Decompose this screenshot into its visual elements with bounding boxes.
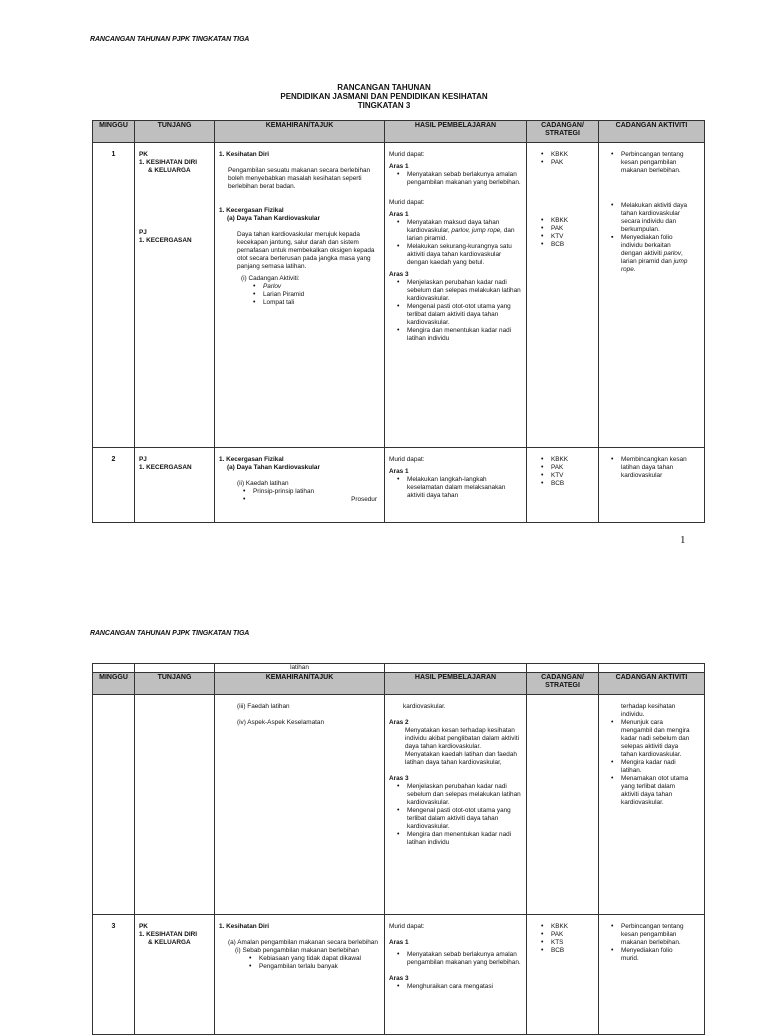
table-row	[93, 915, 705, 1035]
col-tunjang: TUNJANG	[135, 673, 215, 695]
aktiviti-carry: terhadap kesihatan individu.	[621, 703, 676, 718]
tunjang-cell	[135, 448, 215, 523]
strategi-list	[531, 923, 595, 955]
col-hasil: HASIL PEMBELAJARAN	[385, 673, 527, 695]
aras-label: Aras 2	[389, 719, 409, 726]
tunjang-name-cont: & KELUARGA	[148, 167, 191, 174]
col-hasil: HASIL PEMBELAJARAN	[385, 121, 527, 143]
list-item: (iii) Faedah latihan	[237, 703, 290, 710]
list-item: • Menyatakan sebab berlakunya amalan pengambilan makanan yang berlebihan.	[393, 951, 523, 967]
aras-label: Aras 3	[389, 271, 409, 278]
aktiviti-cell	[599, 448, 705, 523]
list-item	[607, 234, 691, 274]
topic-title: 1. Kecergasan Fizikal	[219, 207, 284, 214]
list-item: • Pengambilan terlalu banyak	[245, 963, 367, 971]
hasil-list	[389, 219, 523, 267]
table-row	[93, 143, 705, 448]
list-item: • BCB	[537, 480, 595, 488]
strategi-cell	[527, 448, 599, 523]
strategi-cell	[527, 915, 599, 1035]
list-item: • Mengira kadar nadi latihan.	[607, 759, 691, 775]
kemahiran-cell	[215, 695, 385, 915]
kemahiran-list	[219, 955, 381, 971]
tunjang-code: PJ	[139, 229, 147, 236]
hasil-text: Menyatakan kaedah latihan dan faedah latihan daya tahan kardiovaskular,	[405, 751, 517, 766]
list-item: • Prinsip-prinsip latihan	[239, 488, 381, 496]
title-line-3: TINGKATAN 3	[357, 101, 411, 110]
hasil-intro: Murid dapat:	[389, 151, 425, 158]
hasil-text: Menyatakan kesan terhadap kesihatan individu akibat penglibatan dalam aktiviti daya tahan kardiovaskular.	[405, 727, 520, 750]
list-item: • Menjelaskan perubahan kadar nadi sebelum dan selepas melakukan latihan kardiovaskular.	[393, 783, 523, 807]
text-run: dan larian piramid.	[407, 227, 515, 242]
hasil-list	[389, 476, 523, 500]
plan-table-page2	[92, 663, 705, 1035]
subtopic-label: (a) Amalan pengambilan makanan secara berlebihan	[228, 939, 378, 946]
col-minggu: MINGGU	[93, 121, 135, 143]
list-item: • Kebiasaan yang tidak dapat dikawal	[245, 955, 367, 963]
list-item: (iv) Aspek-Aspek Keselamatan	[237, 719, 325, 726]
list-item: • Melakukan sekurang-kurangnya satu aktiviti daya tahan kardiovaskular dengan kaedah yang betul.	[393, 243, 523, 267]
list-item: • Menyatakan sebab berlakunya amalan pengambilan makanan yang berlebihan.	[393, 171, 523, 187]
list-item: • BCB	[537, 241, 595, 249]
list-item	[239, 496, 381, 504]
list-item: • KTV	[537, 472, 595, 480]
list-item: • Mengenal pasti otot-otot utama yang terlibat dalam aktiviti daya tahan kardiovaskular.	[393, 303, 523, 327]
tunjang-name: 1. KECERGASAN	[139, 464, 192, 471]
hasil-list	[389, 951, 523, 967]
text-run: , larian piramid dan	[621, 250, 683, 265]
aktiviti-cell	[599, 915, 705, 1035]
text-run: Menyediakan folio individu berkaitan dengan aktiviti	[621, 234, 673, 257]
subtopic-label: (i) Cadangan Aktiviti:	[241, 275, 300, 282]
list-item: • Perbincangan tentang kesan pengambilan makanan berlebihan.	[607, 151, 691, 175]
hasil-list	[389, 171, 523, 187]
hasil-cell	[385, 915, 527, 1035]
running-header: RANCANGAN TAHUNAN PJPK TINGKATAN TIGA	[90, 36, 250, 43]
list-item: • KTS	[537, 939, 595, 947]
list-item: • PAK	[537, 225, 595, 233]
aktiviti-cell	[599, 143, 705, 448]
list-item: • KTV	[537, 233, 595, 241]
list-item: • Larian Piramid	[249, 291, 381, 299]
text-run-italic: parlov	[663, 250, 682, 257]
list-item: • Menunjuk cara mengambil dan mengira kadar nadi sebelum dan selepas aktiviti daya tahan kardiovaskular.	[607, 719, 691, 759]
subtopic-label: (ii) Kaedah latihan	[237, 480, 289, 487]
text-run: .	[633, 266, 636, 273]
kemahiran-cell	[215, 915, 385, 1035]
strategi-list	[531, 151, 595, 167]
table-row	[93, 448, 705, 523]
minggu-cell: 3	[93, 915, 135, 1035]
document-title	[0, 83, 768, 110]
col-strategi: CADANGAN/ STRATEGI	[527, 121, 599, 143]
list-item: • Mengira dan menentukan kadar nadi latihan individu	[393, 327, 523, 343]
col-kemahiran: KEMAHIRAN/TAJUK	[215, 673, 385, 695]
col-aktiviti: CADANGAN AKTIVITI	[599, 121, 705, 143]
tunjang-name-cont: & KELUARGA	[148, 939, 191, 946]
list-item: • Menyediakan folio murid.	[607, 947, 691, 963]
col-aktiviti: CADANGAN AKTIVITI	[599, 673, 705, 695]
aras-label: Aras 3	[389, 775, 409, 782]
col-tunjang: TUNJANG	[135, 121, 215, 143]
hasil-cell	[385, 695, 527, 915]
tunjang-code: PJ	[139, 456, 147, 463]
kemahiran-list	[219, 488, 381, 504]
aras-label: Aras 1	[389, 939, 409, 946]
list-item: • Melakukan aktiviti daya tahan kardiovaskular secara individu dan berkumpulan.	[607, 202, 691, 234]
text-run: Menyatakan maksud daya tahan kardiovaskular,	[407, 219, 500, 234]
title-line-2: PENDIDIKAN JASMANI DAN PENDIDIKAN KESIHATAN	[280, 92, 488, 101]
title-line-1: RANCANGAN TAHUNAN	[337, 83, 431, 92]
list-item: • Parlov	[249, 283, 381, 291]
text-run-italic: parlov, jump rope,	[451, 227, 503, 234]
col-strategi: CADANGAN/ STRATEGI	[527, 673, 599, 695]
list-item: • Menghuraikan cara mengatasi	[393, 983, 523, 991]
hasil-carry: kardiovaskular.	[403, 703, 446, 710]
list-item: • BCB	[537, 947, 595, 955]
subtopic-title: (a) Daya Tahan Kardiovaskular	[227, 215, 320, 222]
col-kemahiran: KEMAHIRAN/TAJUK	[215, 121, 385, 143]
kemahiran-cell	[215, 448, 385, 523]
list-item	[393, 219, 523, 243]
hasil-intro: Murid dapat:	[389, 923, 425, 930]
strategi-cell	[527, 143, 599, 448]
topic-title: 1. Kesihatan Diri	[219, 151, 270, 158]
plan-table-page1	[92, 120, 705, 523]
text-run-italic: jump rope	[621, 258, 688, 273]
list-item: • KBKK	[537, 456, 595, 464]
activity-list	[219, 283, 381, 307]
aras-label: Aras 1	[389, 163, 409, 170]
hasil-list	[389, 783, 523, 847]
tunjang-cell	[135, 915, 215, 1035]
page-number: 1	[680, 534, 686, 546]
tunjang-name: 1. KESIHATAN DIRI	[139, 931, 197, 938]
running-header: RANCANGAN TAHUNAN PJPK TINGKATAN TIGA	[90, 630, 250, 637]
list-item: • Melakukan langkah-langkah keselamatan dalam melaksanakan aktiviti daya tahan	[393, 476, 523, 500]
text-run: • Prosedur	[351, 496, 377, 503]
aktiviti-list	[603, 923, 701, 963]
tunjang-code: PK	[139, 151, 148, 158]
carry-text: latihan	[215, 664, 385, 673]
table-row	[93, 695, 705, 915]
list-item: • KBKK	[537, 217, 595, 225]
tunjang-name: 1. KESIHATAN DIRI	[139, 159, 197, 166]
topic-text: Daya tahan kardiovaskular merujuk kepada kecekapan jantung, salur darah dan sistem pernafasan untuk membekalkan oksigen kepada otot secara berterusan pada jangka masa yang panjang semasa latihan.	[237, 231, 375, 270]
aktiviti-cell	[599, 695, 705, 915]
aktiviti-list	[603, 151, 701, 175]
strategi-list	[531, 456, 595, 488]
strategi-list	[531, 217, 595, 249]
list-item: • Perbincangan tentang kesan pengambilan makanan berlebihan.	[607, 923, 691, 947]
subtopic-label: (i) Sebab pengambilan makanan berlebihan	[235, 947, 359, 954]
hasil-cell	[385, 448, 527, 523]
list-item: • Membincangkan kesan latihan daya tahan kardiovaskular	[607, 456, 691, 480]
tunjang-code: PK	[139, 923, 148, 930]
col-minggu: MINGGU	[93, 673, 135, 695]
minggu-cell: 2	[93, 448, 135, 523]
hasil-intro: Murid dapat:	[389, 456, 425, 463]
topic-text: Pengambilan sesuatu makanan secara berlebihan boleh menyebabkan masalah kesihatan seperti berlebihan berat badan.	[228, 167, 371, 190]
list-item: • PAK	[537, 464, 595, 472]
carry-over-row	[93, 664, 705, 673]
list-item: • Menamakan otot utama yang terlibat dalam aktiviti daya tahan kardiovaskular.	[607, 775, 691, 807]
list-item: • PAK	[537, 159, 595, 167]
hasil-intro: Murid dapat:	[389, 199, 425, 206]
list-item: • Mengenal pasti otot-otot utama yang terlibat dalam aktiviti daya tahan kardiovaskular.	[393, 807, 523, 831]
minggu-cell: 1	[93, 143, 135, 448]
table-header-row	[93, 121, 705, 143]
table-header-row	[93, 673, 705, 695]
tunjang-cell	[135, 143, 215, 448]
list-item: • Lompat tali	[249, 299, 381, 307]
aktiviti-list	[603, 202, 701, 274]
subtopic-title: (a) Daya Tahan Kardiovaskular	[227, 464, 320, 471]
hasil-list	[389, 279, 523, 343]
hasil-cell	[385, 143, 527, 448]
aras-label: Aras 1	[389, 211, 409, 218]
list-item: • Menjelaskan perubahan kadar nadi sebelum dan selepas melakukan latihan kardiovaskular.	[393, 279, 523, 303]
aras-label: Aras 3	[389, 975, 409, 982]
list-item: • PAK	[537, 931, 595, 939]
aktiviti-list	[603, 719, 701, 807]
list-item: • KBKK	[537, 923, 595, 931]
aras-label: Aras 1	[389, 468, 409, 475]
topic-title: 1. Kecergasan Fizikal	[219, 456, 284, 463]
tunjang-name: 1. KECERGASAN	[139, 237, 192, 244]
kemahiran-cell	[215, 143, 385, 448]
topic-title: 1. Kesihatan Diri	[219, 923, 270, 930]
list-item: • KBKK	[537, 151, 595, 159]
aktiviti-list	[603, 456, 701, 480]
hasil-list	[389, 983, 523, 991]
list-item: • Mengira dan menentukan kadar nadi latihan individu	[393, 831, 523, 847]
